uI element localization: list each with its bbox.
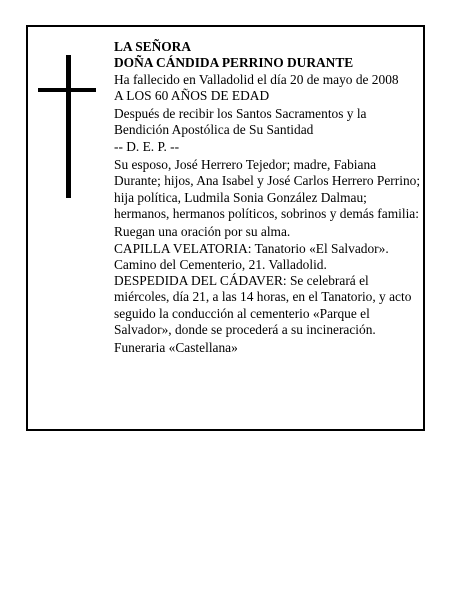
deceased-name: DOÑA CÁNDIDA PERRINO DURANTE — [114, 55, 354, 71]
age-line: A LOS 60 AÑOS DE EDAD — [114, 87, 270, 103]
farewell-line: DESPEDIDA DEL CÁDAVER: Se celebrará el miércoles, día 21, a las 14 horas, en el Tanatorio, y acto seguido la conducción al cementerio «Parque el Salvador», donde se procederá a su incineración. — [114, 273, 412, 338]
cross-horizontal-bar — [38, 88, 96, 92]
death-announcement: Ha fallecido en Valladolid el día 20 de mayo de 2008 — [114, 71, 399, 87]
rip-line: -- D. E. P. -- — [114, 138, 180, 154]
obituary-notice — [26, 25, 425, 431]
funeral-home-line: Funeraria «Castellana» — [114, 340, 238, 356]
obituary-text — [114, 39, 424, 357]
cross-vertical-bar — [66, 55, 71, 198]
cross-icon — [38, 55, 96, 198]
chapel-line: CAPILLA VELATORIA: Tanatorio «El Salvador». Camino del Cementerio, 21. Valladolid. — [114, 240, 389, 272]
family-line: Su esposo, José Herrero Tejedor; madre, Fabiana Durante; hijos, Ana Isabel y José Carlos Herrero Perrino; hija política, Ludmila Sonia González Dalmau; hermanos, hermanos políticos, sobrinos y demás familia: — [114, 157, 421, 221]
deceased-title: LA SEÑORA — [114, 39, 192, 54]
sacraments-line: Después de recibir los Santos Sacramentos y la Bendición Apostólica de Su Santidad — [114, 106, 367, 138]
prayer-line: Ruegan una oración por su alma. — [114, 224, 291, 240]
